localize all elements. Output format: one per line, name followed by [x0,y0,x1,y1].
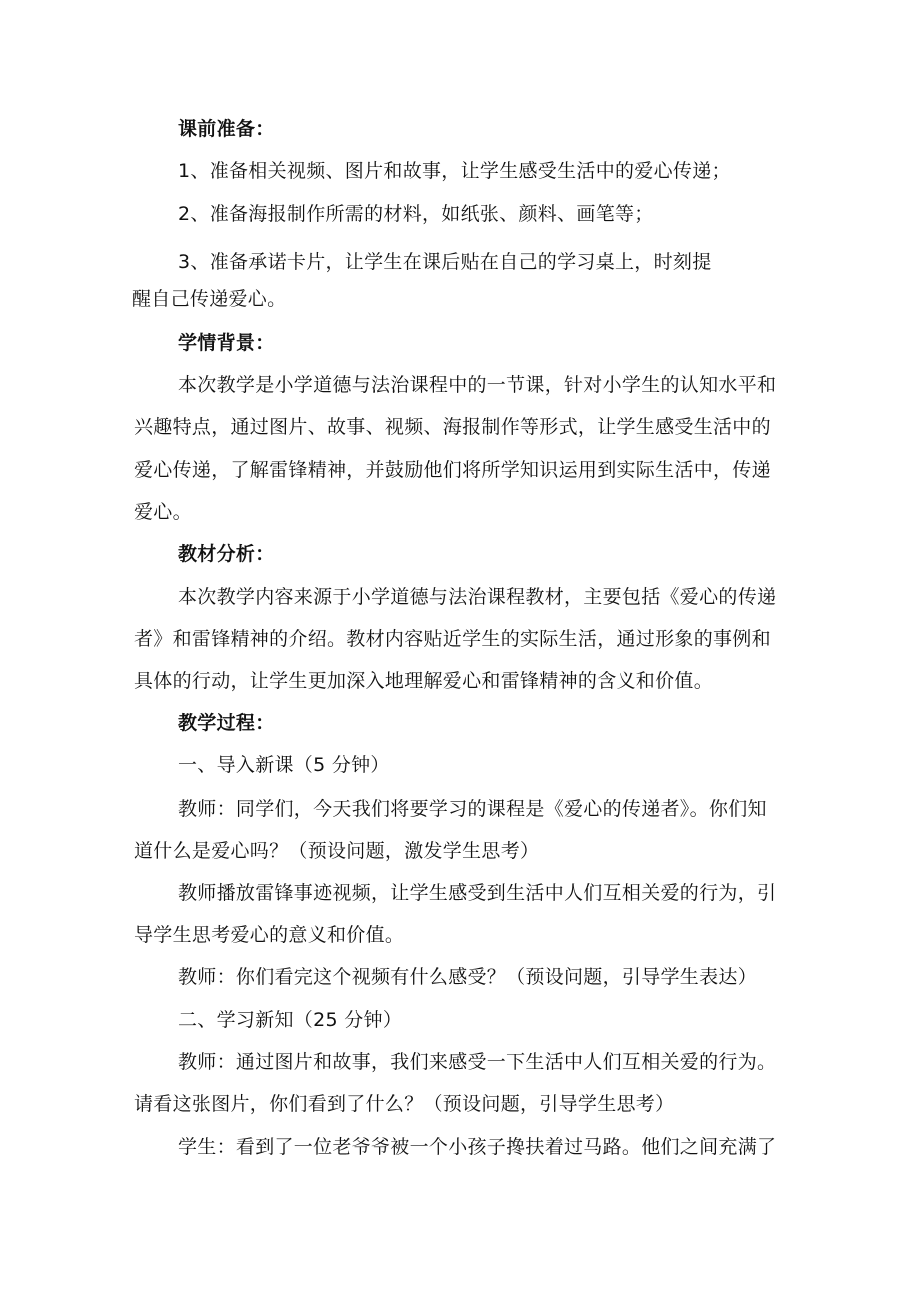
background-line-3: 爱心传递，了解雷锋精神，并鼓励他们将所学知识运用到实际生活中，传递 [134,459,771,481]
prep-item-2: 2、准备海报制作所需的材料，如纸张、颜料、画笔等； [178,203,654,225]
background-line-1: 本次教学是小学道德与法治课程中的一节课，针对小学生的认知水平和 [178,374,777,396]
section-heading-process: 教学过程： [178,712,275,734]
background-line-2: 兴趣特点，通过图片、故事、视频、海报制作等形式，让学生感受生活中的 [134,416,771,438]
process-paragraph-5-line-1: 学生：看到了一位老爷爷被一个小孩子搀扶着过马路。他们之间充满了 [178,1136,777,1158]
process-paragraph-4-line-1: 教师：通过图片和故事，我们来感受一下生活中人们互相关爱的行为。 [178,1051,777,1073]
prep-item-1: 1、准备相关视频、图片和故事，让学生感受生活中的爱心传递； [178,160,731,182]
analysis-line-1: 本次教学内容来源于小学道德与法治课程教材，主要包括《爱心的传递 [178,586,777,608]
section-heading-background: 学情背景： [178,332,275,354]
process-paragraph-4-line-2: 请看这张图片，你们看到了什么？（预设问题，引导学生思考） [134,1093,675,1115]
prep-item-3-line-2: 醒自己传递爱心。 [132,288,287,310]
process-step-2: 二、学习新知（25 分钟） [178,1009,403,1031]
process-paragraph-1-line-1: 教师：同学们，今天我们将要学习的课程是《爱心的传递者》。你们知 [178,798,767,820]
section-heading-analysis: 教材分析： [178,543,275,565]
process-paragraph-1-line-2: 道什么是爱心吗？（预设问题，激发学生思考） [134,840,540,862]
analysis-line-3: 具体的行动，让学生更加深入地理解爱心和雷锋精神的含义和价值。 [134,670,714,692]
prep-item-3-line-1: 3、准备承诺卡片，让学生在课后贴在自己的学习桌上，时刻提 [178,251,712,273]
process-paragraph-3: 教师：你们看完这个视频有什么感受？（预设问题，引导学生表达） [178,966,758,988]
process-step-1: 一、导入新课（5 分钟） [178,754,390,776]
process-paragraph-2-line-2: 导学生思考爱心的意义和价值。 [134,924,405,946]
process-paragraph-2-line-1: 教师播放雷锋事迹视频，让学生感受到生活中人们互相关爱的行为，引 [178,882,777,904]
background-line-4: 爱心。 [134,501,192,523]
analysis-line-2: 者》和雷锋精神的介绍。教材内容贴近学生的实际生活，通过形象的事例和 [134,628,771,650]
section-heading-prep: 课前准备： [178,118,275,140]
